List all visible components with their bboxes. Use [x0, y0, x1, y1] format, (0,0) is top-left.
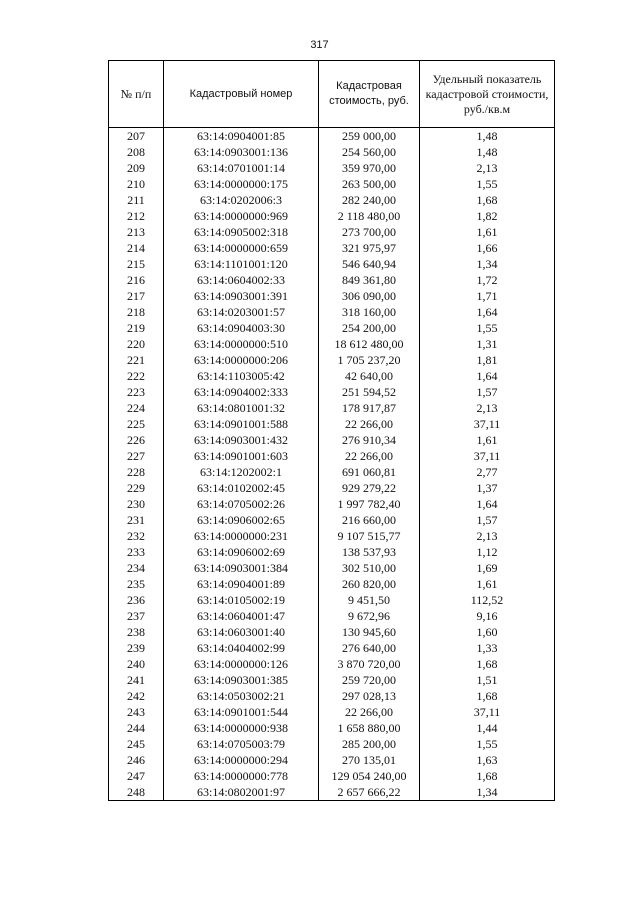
- specific-indicator-cell: 1,64: [420, 496, 555, 512]
- table-row: [109, 256, 555, 272]
- cadastral-value-cell: 2 118 480,00: [319, 208, 420, 224]
- cadastral-value-cell: 138 537,93: [319, 544, 420, 560]
- header-cadastral-value-label: Кадастровая стоимость, руб.: [329, 80, 409, 107]
- row-number-cell: 232: [109, 528, 164, 544]
- row-number-cell: 217: [109, 288, 164, 304]
- specific-indicator-cell: 1,34: [420, 784, 555, 801]
- row-number-cell: 218: [109, 304, 164, 320]
- specific-indicator-cell: 1,48: [420, 144, 555, 160]
- cadastral-value-cell: 849 361,80: [319, 272, 420, 288]
- table-row: [109, 208, 555, 224]
- row-number-cell: 243: [109, 704, 164, 720]
- specific-indicator-cell: 1,57: [420, 384, 555, 400]
- table-body: [109, 128, 555, 801]
- cadastral-value-cell: 276 910,34: [319, 432, 420, 448]
- cadastral-value-cell: 1 658 880,00: [319, 720, 420, 736]
- cadastral-value-cell: 546 640,94: [319, 256, 420, 272]
- row-number-cell: 240: [109, 656, 164, 672]
- table-row: [109, 736, 555, 752]
- table-row: [109, 640, 555, 656]
- cadastral-value-cell: 3 870 720,00: [319, 656, 420, 672]
- row-number-cell: 237: [109, 608, 164, 624]
- cadastral-number-cell: 63:14:0000000:231: [164, 528, 319, 544]
- table-row: [109, 368, 555, 384]
- row-number-cell: 221: [109, 352, 164, 368]
- table-row: [109, 544, 555, 560]
- cadastral-value-cell: 270 135,01: [319, 752, 420, 768]
- row-number-cell: 234: [109, 560, 164, 576]
- table-row: [109, 240, 555, 256]
- table-row: [109, 288, 555, 304]
- specific-indicator-cell: 1,44: [420, 720, 555, 736]
- specific-indicator-cell: 1,55: [420, 320, 555, 336]
- specific-indicator-cell: 1,12: [420, 544, 555, 560]
- table-row: [109, 448, 555, 464]
- cadastral-number-cell: 63:14:0000000:206: [164, 352, 319, 368]
- cadastral-number-cell: 63:14:0000000:294: [164, 752, 319, 768]
- cadastral-number-cell: 63:14:0000000:175: [164, 176, 319, 192]
- table-row: [109, 464, 555, 480]
- row-number-cell: 224: [109, 400, 164, 416]
- row-number-cell: 233: [109, 544, 164, 560]
- cadastral-value-cell: 318 160,00: [319, 304, 420, 320]
- table-row: [109, 576, 555, 592]
- specific-indicator-cell: 1,68: [420, 192, 555, 208]
- cadastral-value-cell: 285 200,00: [319, 736, 420, 752]
- row-number-cell: 228: [109, 464, 164, 480]
- cadastral-number-cell: 63:14:0904001:85: [164, 128, 319, 145]
- table-row: [109, 192, 555, 208]
- specific-indicator-cell: 1,71: [420, 288, 555, 304]
- row-number-cell: 223: [109, 384, 164, 400]
- row-number-cell: 244: [109, 720, 164, 736]
- table-row: [109, 176, 555, 192]
- cadastral-value-cell: 297 028,13: [319, 688, 420, 704]
- specific-indicator-cell: 1,68: [420, 656, 555, 672]
- specific-indicator-cell: 1,69: [420, 560, 555, 576]
- cadastral-number-cell: 63:14:0801001:32: [164, 400, 319, 416]
- specific-indicator-cell: 1,37: [420, 480, 555, 496]
- table-row: [109, 416, 555, 432]
- cadastral-number-cell: 63:14:0603001:40: [164, 624, 319, 640]
- table-row: [109, 688, 555, 704]
- table-row: [109, 224, 555, 240]
- table-row: [109, 272, 555, 288]
- specific-indicator-cell: 1,68: [420, 768, 555, 784]
- cadastral-value-table: [108, 60, 555, 801]
- cadastral-number-cell: 63:14:0904002:333: [164, 384, 319, 400]
- specific-indicator-cell: 1,55: [420, 736, 555, 752]
- table-header: [109, 61, 555, 128]
- cadastral-value-cell: 263 500,00: [319, 176, 420, 192]
- cadastral-value-cell: 306 090,00: [319, 288, 420, 304]
- cadastral-number-cell: 63:14:0604002:33: [164, 272, 319, 288]
- cadastral-number-cell: 63:14:0105002:19: [164, 592, 319, 608]
- cadastral-value-cell: 9 672,96: [319, 608, 420, 624]
- cadastral-number-cell: 63:14:0903001:136: [164, 144, 319, 160]
- cadastral-value-cell: 260 820,00: [319, 576, 420, 592]
- specific-indicator-cell: 1,34: [420, 256, 555, 272]
- table-row: [109, 144, 555, 160]
- cadastral-number-cell: 63:14:0901001:544: [164, 704, 319, 720]
- specific-indicator-cell: 1,61: [420, 432, 555, 448]
- specific-indicator-cell: 1,48: [420, 128, 555, 145]
- cadastral-number-cell: 63:14:0705002:26: [164, 496, 319, 512]
- cadastral-value-cell: 282 240,00: [319, 192, 420, 208]
- row-number-cell: 226: [109, 432, 164, 448]
- specific-indicator-cell: 1,72: [420, 272, 555, 288]
- table-row: [109, 720, 555, 736]
- table-row: [109, 656, 555, 672]
- header-cadastral-number-label: Кадастровый номер: [189, 87, 293, 100]
- row-number-cell: 230: [109, 496, 164, 512]
- cadastral-value-cell: 929 279,22: [319, 480, 420, 496]
- table-row: [109, 528, 555, 544]
- specific-indicator-cell: 9,16: [420, 608, 555, 624]
- specific-indicator-cell: 37,11: [420, 448, 555, 464]
- specific-indicator-cell: 1,51: [420, 672, 555, 688]
- header-cadastral-value: [319, 61, 420, 128]
- row-number-cell: 245: [109, 736, 164, 752]
- specific-indicator-cell: 1,68: [420, 688, 555, 704]
- specific-indicator-cell: 1,55: [420, 176, 555, 192]
- cadastral-value-cell: 259 000,00: [319, 128, 420, 145]
- cadastral-value-cell: 302 510,00: [319, 560, 420, 576]
- cadastral-number-cell: 63:14:0705003:79: [164, 736, 319, 752]
- header-row-number-label: № п/п: [120, 86, 152, 101]
- cadastral-number-cell: 63:14:0000000:510: [164, 336, 319, 352]
- table-row: [109, 496, 555, 512]
- cadastral-number-cell: 63:14:1202002:1: [164, 464, 319, 480]
- specific-indicator-cell: 1,33: [420, 640, 555, 656]
- specific-indicator-cell: 37,11: [420, 704, 555, 720]
- row-number-cell: 214: [109, 240, 164, 256]
- row-number-cell: 211: [109, 192, 164, 208]
- cadastral-number-cell: 63:14:0000000:969: [164, 208, 319, 224]
- row-number-cell: 210: [109, 176, 164, 192]
- row-number-cell: 212: [109, 208, 164, 224]
- cadastral-number-cell: 63:14:1101001:120: [164, 256, 319, 272]
- row-number-cell: 239: [109, 640, 164, 656]
- cadastral-value-cell: 22 266,00: [319, 448, 420, 464]
- specific-indicator-cell: 1,57: [420, 512, 555, 528]
- table-row: [109, 672, 555, 688]
- cadastral-value-cell: 321 975,97: [319, 240, 420, 256]
- cadastral-value-cell: 1 705 237,20: [319, 352, 420, 368]
- cadastral-number-cell: 63:14:0905002:318: [164, 224, 319, 240]
- cadastral-value-cell: 259 720,00: [319, 672, 420, 688]
- row-number-cell: 246: [109, 752, 164, 768]
- cadastral-value-cell: 130 945,60: [319, 624, 420, 640]
- cadastral-value-cell: 22 266,00: [319, 704, 420, 720]
- cadastral-value-cell: 129 054 240,00: [319, 768, 420, 784]
- specific-indicator-cell: 1,63: [420, 752, 555, 768]
- row-number-cell: 213: [109, 224, 164, 240]
- table-row: [109, 160, 555, 176]
- cadastral-number-cell: 63:14:0901001:588: [164, 416, 319, 432]
- cadastral-number-cell: 63:14:0903001:391: [164, 288, 319, 304]
- row-number-cell: 248: [109, 784, 164, 801]
- cadastral-number-cell: 63:14:0503002:21: [164, 688, 319, 704]
- specific-indicator-cell: 1,82: [420, 208, 555, 224]
- header-row-number: [109, 61, 164, 128]
- cadastral-number-cell: 63:14:0000000:778: [164, 768, 319, 784]
- cadastral-number-cell: 63:14:0903001:385: [164, 672, 319, 688]
- specific-indicator-cell: 1,61: [420, 576, 555, 592]
- table-row: [109, 336, 555, 352]
- row-number-cell: 225: [109, 416, 164, 432]
- cadastral-value-cell: 22 266,00: [319, 416, 420, 432]
- cadastral-value-cell: 254 560,00: [319, 144, 420, 160]
- page-number: 317: [310, 39, 329, 51]
- table-row: [109, 384, 555, 400]
- row-number-cell: 208: [109, 144, 164, 160]
- cadastral-number-cell: 63:14:0102002:45: [164, 480, 319, 496]
- table-row: [109, 432, 555, 448]
- specific-indicator-cell: 1,64: [420, 304, 555, 320]
- cadastral-value-cell: 216 660,00: [319, 512, 420, 528]
- specific-indicator-cell: 2,77: [420, 464, 555, 480]
- specific-indicator-cell: 112,52: [420, 592, 555, 608]
- specific-indicator-cell: 1,64: [420, 368, 555, 384]
- table-row: [109, 608, 555, 624]
- specific-indicator-cell: 2,13: [420, 528, 555, 544]
- table-row: [109, 592, 555, 608]
- cadastral-value-cell: 1 997 782,40: [319, 496, 420, 512]
- header-cadastral-number: [164, 61, 319, 128]
- row-number-cell: 242: [109, 688, 164, 704]
- cadastral-number-cell: 63:14:0000000:126: [164, 656, 319, 672]
- cadastral-value-cell: 9 107 515,77: [319, 528, 420, 544]
- table-row: [109, 480, 555, 496]
- cadastral-number-cell: 63:14:0203001:57: [164, 304, 319, 320]
- cadastral-value-cell: 254 200,00: [319, 320, 420, 336]
- cadastral-number-cell: 63:14:0000000:659: [164, 240, 319, 256]
- specific-indicator-cell: 1,61: [420, 224, 555, 240]
- cadastral-number-cell: 63:14:0604001:47: [164, 608, 319, 624]
- cadastral-value-cell: 251 594,52: [319, 384, 420, 400]
- cadastral-number-cell: 63:14:0904003:30: [164, 320, 319, 336]
- cadastral-number-cell: 63:14:0903001:384: [164, 560, 319, 576]
- specific-indicator-cell: 2,13: [420, 400, 555, 416]
- row-number-cell: 209: [109, 160, 164, 176]
- table-header-row: [109, 61, 555, 128]
- table-row: [109, 128, 555, 145]
- cadastral-value-cell: 18 612 480,00: [319, 336, 420, 352]
- cadastral-value-cell: 2 657 666,22: [319, 784, 420, 801]
- row-number-cell: 207: [109, 128, 164, 145]
- specific-indicator-cell: 37,11: [420, 416, 555, 432]
- row-number-cell: 231: [109, 512, 164, 528]
- specific-indicator-cell: 1,31: [420, 336, 555, 352]
- row-number-cell: 247: [109, 768, 164, 784]
- table-row: [109, 320, 555, 336]
- cadastral-number-cell: 63:14:0202006:3: [164, 192, 319, 208]
- row-number-cell: 219: [109, 320, 164, 336]
- header-specific-indicator-label: Удельный показатель кадастровой стоимости, руб./кв.м: [425, 71, 549, 116]
- table-row: [109, 400, 555, 416]
- cadastral-value-cell: 9 451,50: [319, 592, 420, 608]
- table-row: [109, 352, 555, 368]
- cadastral-number-cell: 63:14:0000000:938: [164, 720, 319, 736]
- table-row: [109, 304, 555, 320]
- cadastral-number-cell: 63:14:0903001:432: [164, 432, 319, 448]
- cadastral-value-cell: 276 640,00: [319, 640, 420, 656]
- cadastral-value-cell: 178 917,87: [319, 400, 420, 416]
- cadastral-number-cell: 63:14:0906002:69: [164, 544, 319, 560]
- specific-indicator-cell: 1,60: [420, 624, 555, 640]
- table-row: [109, 512, 555, 528]
- cadastral-number-cell: 63:14:1103005:42: [164, 368, 319, 384]
- row-number-cell: 238: [109, 624, 164, 640]
- row-number-cell: 235: [109, 576, 164, 592]
- cadastral-number-cell: 63:14:0906002:65: [164, 512, 319, 528]
- header-specific-indicator: [420, 61, 555, 128]
- specific-indicator-cell: 1,81: [420, 352, 555, 368]
- cadastral-number-cell: 63:14:0404002:99: [164, 640, 319, 656]
- cadastral-value-cell: 691 060,81: [319, 464, 420, 480]
- specific-indicator-cell: 2,13: [420, 160, 555, 176]
- table-row: [109, 768, 555, 784]
- table-row: [109, 784, 555, 801]
- cadastral-value-cell: 273 700,00: [319, 224, 420, 240]
- row-number-cell: 229: [109, 480, 164, 496]
- cadastral-value-cell: 359 970,00: [319, 160, 420, 176]
- row-number-cell: 220: [109, 336, 164, 352]
- row-number-cell: 236: [109, 592, 164, 608]
- row-number-cell: 215: [109, 256, 164, 272]
- table-row: [109, 752, 555, 768]
- table-row: [109, 704, 555, 720]
- cadastral-number-cell: 63:14:0701001:14: [164, 160, 319, 176]
- cadastral-value-cell: 42 640,00: [319, 368, 420, 384]
- table-row: [109, 560, 555, 576]
- specific-indicator-cell: 1,66: [420, 240, 555, 256]
- cadastral-number-cell: 63:14:0904001:89: [164, 576, 319, 592]
- cadastral-number-cell: 63:14:0901001:603: [164, 448, 319, 464]
- table-row: [109, 624, 555, 640]
- row-number-cell: 216: [109, 272, 164, 288]
- row-number-cell: 222: [109, 368, 164, 384]
- row-number-cell: 227: [109, 448, 164, 464]
- cadastral-number-cell: 63:14:0802001:97: [164, 784, 319, 801]
- row-number-cell: 241: [109, 672, 164, 688]
